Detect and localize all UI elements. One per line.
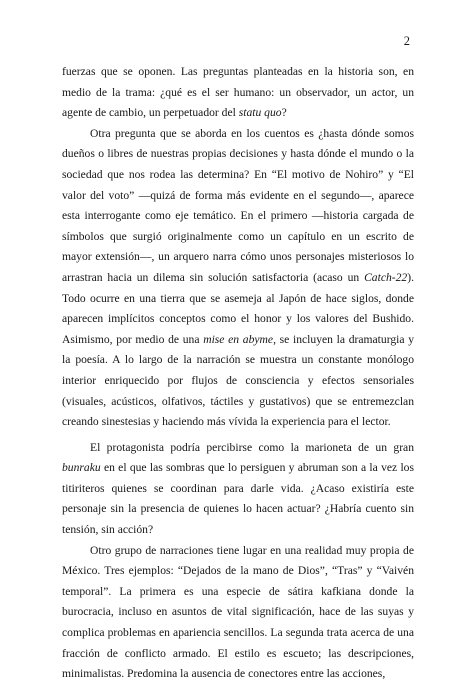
paragraph-3-text-2: en el que las sombras que lo persiguen y abruman son a la vez los titiriteros quienes se coordinan para darle vida. ¿Acaso existiría este personaje sin la presencia de quienes lo hacen actuar? ¿Habría cuento sin tensión, sin acción? — [62, 461, 414, 537]
paragraph-2-text-3: , se incluyen la dramaturgia y la poesía. A lo largo de la narración se muestra un constante monólogo interior enriquecido por flujos de consciencia y efectos sensoriales (visuales, acústicos, olfativos, táctiles y gustativos) que se entremezclan creando sinestesias y haciendo más vívida la experiencia para el lector. — [62, 332, 415, 429]
paragraph-1 — [62, 62, 414, 124]
page-number: 2 — [403, 34, 410, 48]
paragraph-3-text-1: El protagonista podría percibirse como la marioneta de un gran — [90, 440, 414, 454]
paragraph-2-italic-mise-en-abyme: mise en abyme — [203, 332, 274, 346]
paragraph-2-text-1: Otra pregunta que se aborda en los cuentos es ¿hasta dónde somos dueños o libres de nuestras propias decisiones y hasta dónde el mundo o la sociedad que nos rodea las determina? En “El motivo de Nohiro” y “El valor del voto” —quizá de forma más evidente en el segundo—, aparece esta interrogante como eje temático. En el primero —historia cargada de símbolos que surgió originalmente como un capítulo en un escrito de mayor extensión—, un arquero narra cómo unos personajes misteriosos lo arrastran hacia un dilema sin solución satisfactoria (acaso un — [62, 126, 414, 284]
paragraph-3-italic-bunraku: bunraku — [62, 461, 101, 475]
paragraph-2 — [62, 124, 414, 433]
paragraph-1-text-1: fuerzas que se oponen. Las preguntas planteadas en la historia son, en medio de la trama: ¿qué es el ser humano: un observador, un actor, un agente de cambio, un perpetuador del — [62, 65, 414, 120]
paragraph-2-text-2: ). Todo ocurre en una tierra que se asemeja al Japón de hace siglos, donde aparecen implícitos conceptos como el honor y los valores del Bushido. Asimismo, por medio de una — [62, 270, 414, 346]
paragraph-1-italic-statu-quo: statu quo — [238, 106, 282, 120]
paragraph-3 — [62, 438, 414, 541]
paragraph-1-text-2: ? — [281, 106, 287, 120]
body-text — [62, 62, 414, 685]
paragraph-2-italic-catch-22: Catch-22 — [364, 270, 408, 284]
paragraph-4-text-1: Otro grupo de narraciones tiene lugar en una realidad muy propia de México. Tres ejemplos: “Dejados de la mano de Dios”, “Tras” y “Vaivén temporal”. La primera es una especie de sátira kafkiana donde la burocracia, incluso en asuntos de vital significación, hace de las suyas y complica problemas en apariencia sencillos. La segunda trata acerca de una fracción de conflicto armado. El estilo es escueto; las descripciones, minimalistas. Predomina la ausencia de conectores entre las acciones, — [62, 543, 414, 681]
paragraph-4 — [62, 541, 414, 685]
